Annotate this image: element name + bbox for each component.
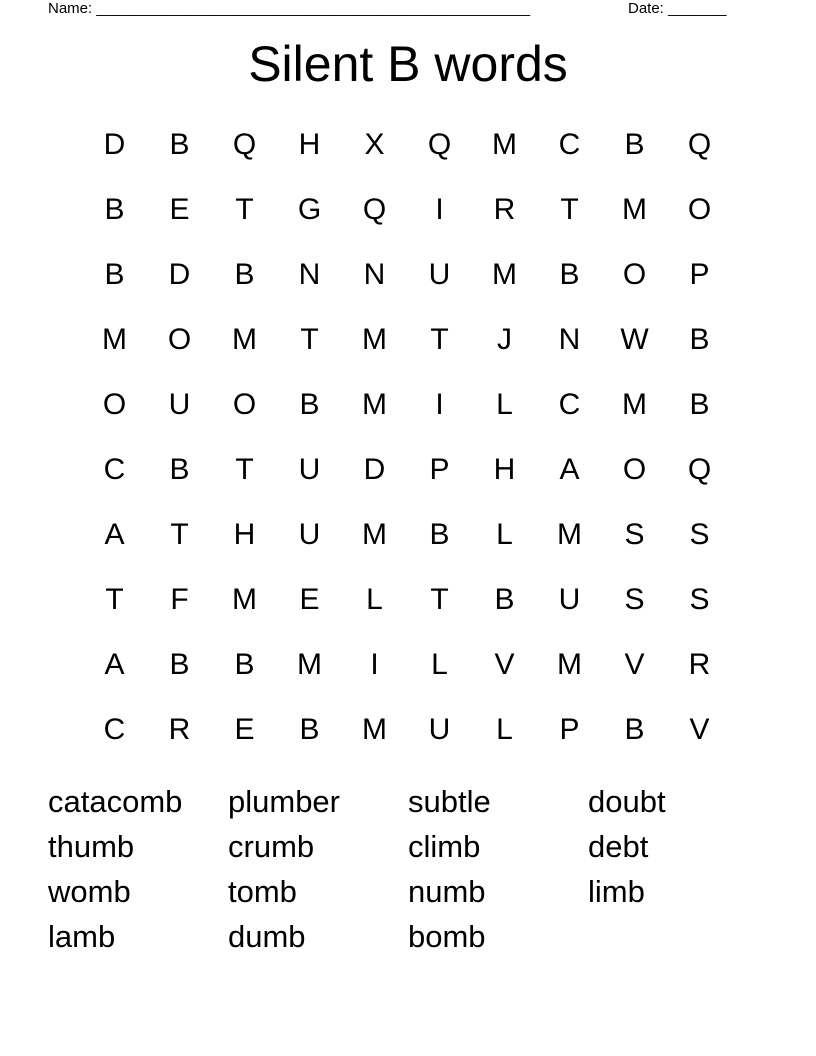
grid-cell: N [363,257,386,291]
grid-cell: V [624,647,645,681]
grid-cell: B [169,452,190,486]
word-bank-item: climb [408,829,481,864]
grid-row [82,307,732,372]
grid-cell: M [362,322,387,356]
grid-cell: G [297,192,322,226]
grid-cell: M [622,387,647,421]
grid-row [82,632,732,697]
grid-cell: O [687,192,712,226]
grid-cell: C [103,712,126,746]
grid-cell: U [558,582,581,616]
grid-cell: T [430,322,449,356]
word-bank-item: doubt [588,784,666,819]
grid-cell: P [559,712,580,746]
grid-cell: F [170,582,189,616]
grid-cell: Q [362,192,387,226]
grid-cell: B [299,387,320,421]
grid-cell: L [366,582,383,616]
grid-cell: T [560,192,579,226]
grid-cell: M [362,517,387,551]
grid-cell: L [496,387,513,421]
word-bank-item: debt [588,829,649,864]
grid-cell: P [689,257,710,291]
grid-cell: T [430,582,449,616]
grid-cell: V [689,712,710,746]
grid-cell: S [624,517,645,551]
grid-cell: B [234,257,255,291]
page-title: Silent B words [248,36,568,92]
word-bank-item: thumb [48,829,135,864]
grid-cell: M [362,387,387,421]
grid-cell: J [497,322,512,356]
grid-cell: H [493,452,516,486]
word-bank-item: bomb [408,919,486,954]
grid-cell: P [429,452,450,486]
grid-row [82,372,732,437]
grid-cell: U [298,452,321,486]
grid-cell: M [297,647,322,681]
date-field-line: Date: _______ [628,0,727,17]
grid-cell: B [169,127,190,161]
grid-cell: M [492,127,517,161]
word-bank-item: catacomb [48,784,183,819]
grid-cell: I [435,387,444,421]
grid-cell: A [559,452,580,486]
word-bank-item: numb [408,874,486,909]
grid-cell: B [559,257,580,291]
grid-cell: Q [687,452,712,486]
grid-cell: O [167,322,192,356]
grid-cell: U [298,517,321,551]
grid-cell: I [435,192,444,226]
grid-cell: L [431,647,448,681]
grid-cell: X [364,127,385,161]
grid-cell: W [620,322,649,356]
grid-cell: M [557,647,582,681]
grid-row [82,177,732,242]
grid-cell: A [104,647,125,681]
grid-cell: B [494,582,515,616]
grid-cell: D [168,257,191,291]
word-bank-item: limb [588,874,645,909]
grid-cell: M [232,582,257,616]
grid-cell: L [496,712,513,746]
grid-cell: C [558,127,581,161]
grid-cell: T [300,322,319,356]
grid-cell: B [689,387,710,421]
word-bank-item: crumb [228,829,315,864]
word-bank-item: dumb [228,919,306,954]
grid-cell: C [558,387,581,421]
word-bank-item: lamb [48,919,116,954]
grid-cell: D [103,127,126,161]
grid-cell: L [496,517,513,551]
grid-cell: M [102,322,127,356]
grid-cell: S [689,582,710,616]
grid-cell: B [624,712,645,746]
grid-cell: E [234,712,255,746]
grid-row [82,697,732,762]
grid-cell: B [104,257,125,291]
header-line [48,0,748,18]
grid-cell: U [428,257,451,291]
grid-cell: H [298,127,321,161]
grid-row [82,567,732,632]
word-bank-item: womb [48,874,131,909]
grid-cell: B [299,712,320,746]
grid-cell: R [168,712,191,746]
grid-cell: O [622,452,647,486]
grid-cell: I [370,647,379,681]
word-bank-item: plumber [228,784,340,819]
word-bank-item: tomb [228,874,297,909]
grid-cell: A [104,517,125,551]
name-field-line: Name: ____________________________________________________ [48,0,531,17]
grid-cell: S [689,517,710,551]
grid-cell: M [622,192,647,226]
word-bank [48,782,768,972]
grid-cell: N [558,322,581,356]
grid-cell: O [102,387,127,421]
grid-cell: Q [687,127,712,161]
grid-cell: M [232,322,257,356]
grid-cell: B [104,192,125,226]
grid-row [82,437,732,502]
grid-cell: U [428,712,451,746]
grid-cell: T [170,517,189,551]
grid-cell: V [494,647,515,681]
grid-cell: M [557,517,582,551]
grid-cell: M [492,257,517,291]
grid-cell: N [298,257,321,291]
grid-cell: O [232,387,257,421]
grid-cell: B [429,517,450,551]
grid-cell: R [493,192,516,226]
grid-cell: E [169,192,190,226]
grid-cell: B [169,647,190,681]
grid-cell: T [235,452,254,486]
grid-cell: R [688,647,711,681]
grid-cell: H [233,517,256,551]
grid-row [82,112,732,177]
grid-cell: U [168,387,191,421]
grid-cell: T [105,582,124,616]
grid-cell: B [624,127,645,161]
grid-cell: E [299,582,320,616]
grid-cell: B [689,322,710,356]
grid-cell: O [622,257,647,291]
grid-cell: C [103,452,126,486]
grid-cell: Q [427,127,452,161]
grid-cell: D [363,452,386,486]
grid-cell: B [234,647,255,681]
letter-grid [82,112,732,762]
grid-cell: Q [232,127,257,161]
grid-cell: M [362,712,387,746]
word-bank-item: subtle [408,784,491,819]
grid-row [82,502,732,567]
grid-cell: T [235,192,254,226]
grid-cell: S [624,582,645,616]
grid-row [82,242,732,307]
